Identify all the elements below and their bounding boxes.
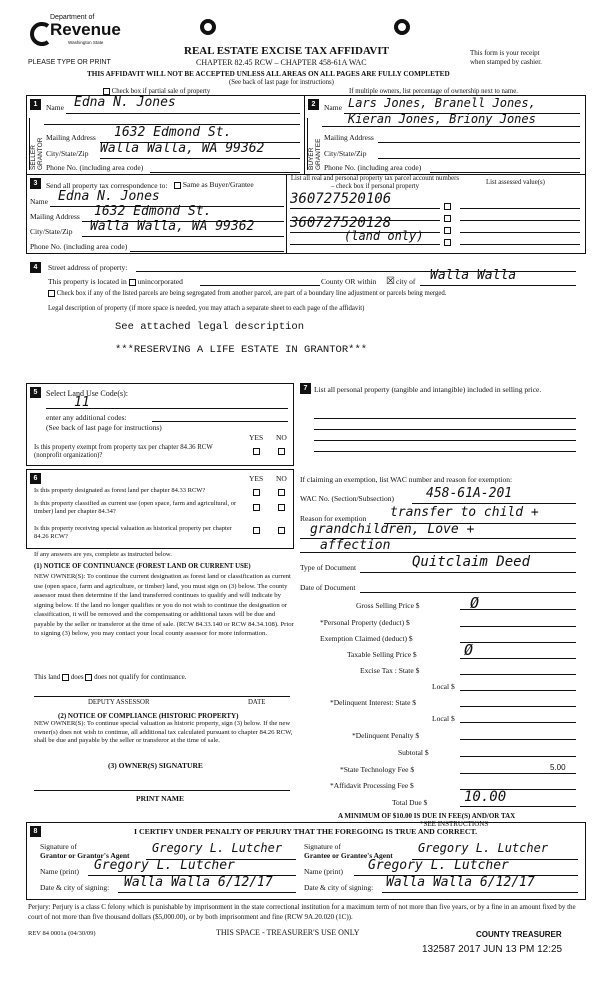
excise-tax-label: Excise Tax : State $	[360, 666, 420, 675]
buyer-name-label: Name	[324, 103, 342, 112]
affidavit-fee-label: *Affidavit Processing Fee $	[330, 781, 414, 790]
doc-type-label: Type of Document	[300, 563, 357, 572]
grantor-sig-label-2: Grantor or Grantor's Agent	[40, 851, 130, 860]
exemption-claimed-label: Exemption Claimed (deduct) $	[320, 634, 413, 643]
treasurer-space: THIS SPACE - TREASURER'S USE ONLY	[216, 928, 360, 937]
gross-selling-label: Gross Selling Price $	[356, 601, 420, 610]
see-back: (See back of last page for instructions)	[229, 79, 334, 86]
county-label: County OR within	[321, 277, 377, 286]
forest-q3: Is this property receiving special valuation as historical property per chapter 84.26 RCW?	[34, 525, 232, 540]
reason-line-2[interactable]: grandchildren, Love +	[310, 522, 475, 537]
section-2-number: 2	[308, 99, 319, 110]
tax-corr-mail-label: Mailing Address	[30, 212, 80, 221]
deputy-assessor-label: DEPUTY ASSESSOR	[88, 699, 150, 706]
personal-property-deduct-label: *Personal Property (deduct) $	[320, 618, 410, 627]
seller-mail-label: Mailing Address	[46, 133, 96, 142]
land-use-yes: YES	[249, 433, 264, 442]
grantee-sig-label-1: Signature of	[304, 842, 341, 851]
wac-label: WAC No. (Section/Subsection)	[300, 494, 394, 503]
grantee-date[interactable]: Walla Walla 6/12/17	[386, 875, 535, 890]
multiple-owners-note: If multiple owners, list percentage of ownership next to name.	[349, 88, 518, 95]
tax-corr-name[interactable]: Edna N. Jones	[58, 189, 160, 204]
forest-no: NO	[276, 474, 287, 483]
section-5-number: 5	[30, 387, 41, 398]
grantee-date-label: Date & city of signing:	[304, 883, 374, 892]
notice1-text: NEW OWNER(S): To continue the current designation as forest land or classification as current use (open space, farm and agriculture, or timber) land, you must sign on (3) below. The county assessor must then determine if the land transferred continues to qualify and will indicate by signing below. If the land no longer qualifies or you do not wish to continue the designation or classification, it will be removed and the compensating or additional taxes will be due and payable by the seller or transferor at the time of sale. (RCW 84.33.140 or RCW 84.34.108). Prior to signing (3) below, you may contact your local county assessor for more information.	[34, 573, 294, 637]
grantor-date[interactable]: Walla Walla 6/12/17	[124, 875, 273, 890]
land-use-no: NO	[276, 433, 287, 442]
land-use-label: Select Land Use Code(s):	[46, 389, 128, 398]
delinquent-penalty-label: *Delinquent Penalty $	[352, 731, 420, 740]
section-4-number: 4	[30, 262, 41, 273]
this-land-row: This land does does not qualify for continuance.	[34, 673, 187, 681]
tax-corr-city-label: City/State/Zip	[30, 227, 73, 236]
buyer-phone-label: Phone No. (including area code)	[324, 163, 422, 172]
tax-corr-label: Send all property tax correspondence to:	[46, 181, 168, 190]
q3-yes-checkbox[interactable]	[253, 525, 260, 534]
exemption-claim-label: If claiming an exemption, list WAC number and reason for exemption:	[300, 475, 513, 484]
city-value[interactable]: Walla Walla	[430, 268, 517, 283]
reason-label: Reason for exemption	[300, 514, 367, 523]
grantee-name-label: Name (print)	[304, 867, 343, 876]
exempt-yes-checkbox[interactable]	[253, 446, 260, 455]
tech-fee-label: *State Technology Fee $	[340, 765, 415, 774]
tax-corr-mail[interactable]: 1632 Edmond St.	[94, 204, 212, 219]
certify-title: I CERTIFY UNDER PENALTY OF PERJURY THAT THE FOREGOING IS TRUE AND CORRECT.	[134, 827, 478, 836]
receipt-note-1: This form is your receipt	[470, 49, 540, 57]
segregated-checkbox[interactable]: Check box if any of the listed parcels are being segregated from another parcel, are part of a boundary line adjustment or parcels being merged.	[48, 290, 447, 297]
partial-sale-checkbox[interactable]: Check box if partial sale of property	[103, 88, 210, 95]
parcel-2-checkbox[interactable]	[444, 213, 451, 222]
grantee-signature[interactable]: Gregory L. Lutcher	[418, 841, 549, 855]
perjury-note: Perjury: Perjury is a class C felony which is punishable by imprisonment in the state correctional institution for a maximum term of not more than five years, or by a fine in an amount fixed by the court of not more than five thousand dollars ($5,000.00), or by both imprisonment and fine (RCW 9A.20.020 (1C)).	[28, 903, 576, 921]
additional-codes-label: enter any additional codes:	[46, 413, 127, 422]
buyer-side-label: BUYER GRANTEE	[307, 118, 316, 170]
same-as-buyer-checkbox[interactable]: Same as Buyer/Grantee	[174, 180, 254, 189]
seller-phone-label: Phone No. (including area code)	[46, 163, 144, 172]
wac-value[interactable]: 458-61A-201	[426, 486, 513, 501]
doc-type-value[interactable]: Quitclaim Deed	[412, 554, 531, 570]
forest-yes: YES	[249, 474, 264, 483]
total-due-value[interactable]: 10.00	[464, 789, 507, 805]
forest-q1: Is this property designated as forest land per chapter 84.33 RCW?	[34, 487, 206, 494]
notice2-title: (2) NOTICE OF COMPLIANCE (HISTORIC PROPERTY)	[58, 712, 239, 720]
parcel-1-checkbox[interactable]	[444, 201, 451, 210]
city-of-label: city of	[396, 277, 416, 286]
total-due-label: Total Due $	[392, 798, 428, 807]
parcel-4-checkbox[interactable]	[444, 237, 451, 246]
notice1-title: (1) NOTICE OF CONTINUANCE (FOREST LAND OR CURRENT USE)	[34, 563, 251, 570]
dept-line1: Department of	[50, 14, 95, 21]
warning-text: THIS AFFIDAVIT WILL NOT BE ACCEPTED UNLESS ALL AREAS ON ALL PAGES ARE FULLY COMPLETED	[87, 70, 450, 78]
please-print: PLEASE TYPE OR PRINT	[28, 59, 111, 66]
taxable-selling-label: Taxable Selling Price $	[347, 650, 417, 659]
parcel-2-note: (land only)	[344, 229, 424, 243]
local-label-1: Local $	[432, 682, 455, 691]
grantor-date-label: Date & city of signing:	[40, 883, 110, 892]
rev-number: REV 84 0001a (04/30/09)	[28, 930, 96, 937]
reason-line-3[interactable]: affection	[320, 538, 391, 553]
subtotal-label: Subtotal $	[398, 748, 429, 757]
if-yes-note: If any answers are yes, complete as instructed below.	[34, 551, 172, 558]
land-use-code[interactable]: 11	[74, 395, 90, 410]
city-checkbox[interactable]: ☒	[386, 276, 395, 287]
grantee-sig-label-2: Grantee or Grantee's Agent	[304, 851, 393, 860]
section-6-number: 6	[30, 473, 41, 484]
forest-q2: Is this property classified as current use (open space, farm and agricultural, or timber) land per chapter 84.34?	[34, 500, 237, 515]
seller-name-label: Name	[46, 103, 64, 112]
legal-line-2[interactable]: ***RESERVING A LIFE ESTATE IN GRANTOR***	[115, 344, 368, 356]
tax-corr-phone-label: Phone No. (including area code)	[30, 242, 128, 251]
buyer-city-label: City/State/Zip	[324, 149, 367, 158]
seller-city[interactable]: Walla Walla, WA 99362	[100, 141, 265, 156]
q2-yes-checkbox[interactable]	[253, 502, 260, 511]
print-name-label: PRINT NAME	[136, 794, 184, 803]
legal-line-1[interactable]: See attached legal description	[115, 321, 305, 333]
county-treasurer: COUNTY TREASURER	[476, 930, 562, 939]
grantee-name[interactable]: Gregory L. Lutcher	[368, 858, 509, 873]
seller-side-label: SELLER GRANTOR	[29, 118, 38, 170]
section-8-number: 8	[30, 826, 41, 837]
buyer-name-2[interactable]: Kieran Jones, Briony Jones	[348, 112, 536, 126]
q2-no-checkbox[interactable]	[278, 502, 285, 511]
notice2-text: NEW OWNER(S): To continue special valuation as historic property, sign (3) below. If the new owner(s) does not wish to continue, all additional tax calculated pursuant to chapter 84.26 RCW, shall be due and payable by the seller or transferor at the time of sale.	[34, 720, 293, 744]
personal-property-label: List all personal property (tangible and intangible) included in selling price.	[314, 385, 542, 394]
see-instructions: *SEE INSTRUCTIONS	[420, 820, 489, 828]
buyer-mail-label: Mailing Address	[324, 133, 374, 142]
legal-label: Legal description of property (if more space is needed, you may attach a separate sheet to each page of the affidavit)	[48, 305, 365, 312]
exempt-no-checkbox[interactable]	[278, 446, 285, 455]
local-label-2: Local $	[432, 714, 455, 723]
q1-no-checkbox[interactable]	[278, 487, 285, 496]
seller-city-label: City/State/Zip	[46, 149, 89, 158]
section-7-number: 7	[300, 383, 311, 394]
punch-hole-left	[200, 19, 216, 35]
dept-line2: Revenue	[50, 20, 121, 39]
assessed-header: List assessed value(s)	[486, 179, 545, 186]
q3-no-checkbox[interactable]	[278, 525, 285, 534]
treasurer-stamp: 132587 2017 JUN 13 PM 12:25	[422, 944, 563, 955]
delinquent-interest-label: *Delinquent Interest: State $	[330, 698, 417, 707]
land-use-see-back: (See back of last page for instructions)	[46, 423, 162, 432]
form-subtitle: CHAPTER 82.45 RCW – CHAPTER 458-61A WAC	[196, 58, 367, 67]
located-row: This property is located in unincorporated	[48, 277, 183, 286]
owner-signature-label: (3) OWNER(S) SIGNATURE	[108, 761, 203, 770]
parcel-number-2[interactable]: 360727520128	[290, 215, 392, 231]
gross-selling-value[interactable]: Ø	[470, 594, 480, 612]
taxable-selling-value[interactable]: Ø	[464, 641, 474, 659]
tax-corr-name-label: Name	[30, 197, 48, 206]
exempt-question: Is this property exempt from property tax per chapter 84.36 RCW (nonprofit organization)?	[34, 444, 213, 459]
q1-yes-checkbox[interactable]	[253, 487, 260, 496]
reason-line-1[interactable]: transfer to child +	[390, 505, 539, 520]
deputy-date-label: DATE	[248, 699, 266, 706]
parcel-3-checkbox[interactable]	[444, 225, 451, 234]
tech-fee-value[interactable]: 5.00	[550, 763, 566, 772]
minimum-note: A MINIMUM OF $10.00 IS DUE IN FEE(S) AND/OR TAX	[338, 812, 516, 820]
dor-logo-icon	[30, 22, 52, 46]
street-label: Street address of property:	[48, 263, 128, 272]
section-3-number: 3	[30, 178, 41, 189]
seller-mail[interactable]: 1632 Edmond St.	[114, 125, 232, 140]
doc-date-label: Date of Document	[300, 583, 356, 592]
parcel-number-1[interactable]: 360727520106	[290, 191, 392, 207]
section-1-number: 1	[30, 99, 41, 110]
grantor-signature[interactable]: Gregory L. Lutcher	[152, 841, 283, 855]
tax-corr-city[interactable]: Walla Walla, WA 99362	[90, 219, 255, 234]
receipt-note-2: when stamped by cashier.	[470, 58, 542, 66]
form-title: REAL ESTATE EXCISE TAX AFFIDAVIT	[184, 45, 389, 57]
punch-hole-right	[394, 19, 410, 35]
dor-logo	[28, 14, 121, 54]
grantor-name[interactable]: Gregory L. Lutcher	[94, 858, 235, 873]
grantor-sig-label-1: Signature of	[40, 842, 77, 851]
parcel-header: List all real and personal property tax parcel account numbers – check box if personal property	[290, 175, 460, 190]
seller-name[interactable]: Edna N. Jones	[74, 95, 176, 110]
buyer-name-1[interactable]: Lars Jones, Branell Jones,	[348, 96, 536, 110]
grantor-name-label: Name (print)	[40, 867, 79, 876]
dept-line3: Washington State	[68, 40, 104, 45]
